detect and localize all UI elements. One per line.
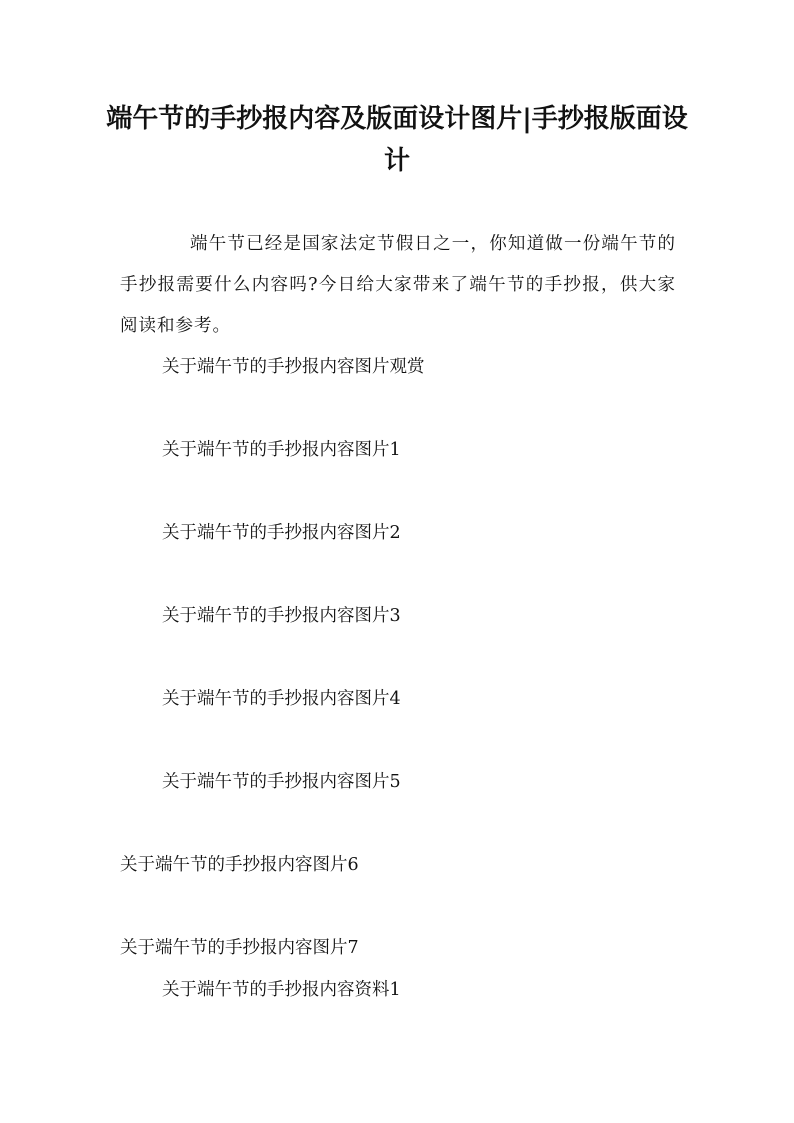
document-title: 端午节的手抄报内容及版面设计图片|手抄报版面设计	[106, 104, 688, 176]
list-item: 关于端午节的手抄报内容图片3	[162, 606, 401, 626]
list-item: 关于端午节的手抄报内容图片5	[162, 772, 401, 792]
list-item: 关于端午节的手抄报内容图片7	[120, 938, 359, 958]
intro-paragraph: 端午节已经是国家法定节假日之一，你知道做一份端午节的手抄报需要什么内容吗?今日给大家带来了端午节的手抄报，供大家阅读和参考。	[120, 234, 676, 336]
list-item: 关于端午节的手抄报内容图片2	[162, 523, 401, 543]
section-heading: 关于端午节的手抄报内容图片观赏	[162, 357, 425, 377]
list-item: 关于端午节的手抄报内容图片6	[120, 855, 359, 875]
list-item: 关于端午节的手抄报内容图片1	[162, 440, 401, 460]
list-item: 关于端午节的手抄报内容资料1	[162, 980, 401, 1000]
list-item: 关于端午节的手抄报内容图片4	[162, 689, 401, 709]
